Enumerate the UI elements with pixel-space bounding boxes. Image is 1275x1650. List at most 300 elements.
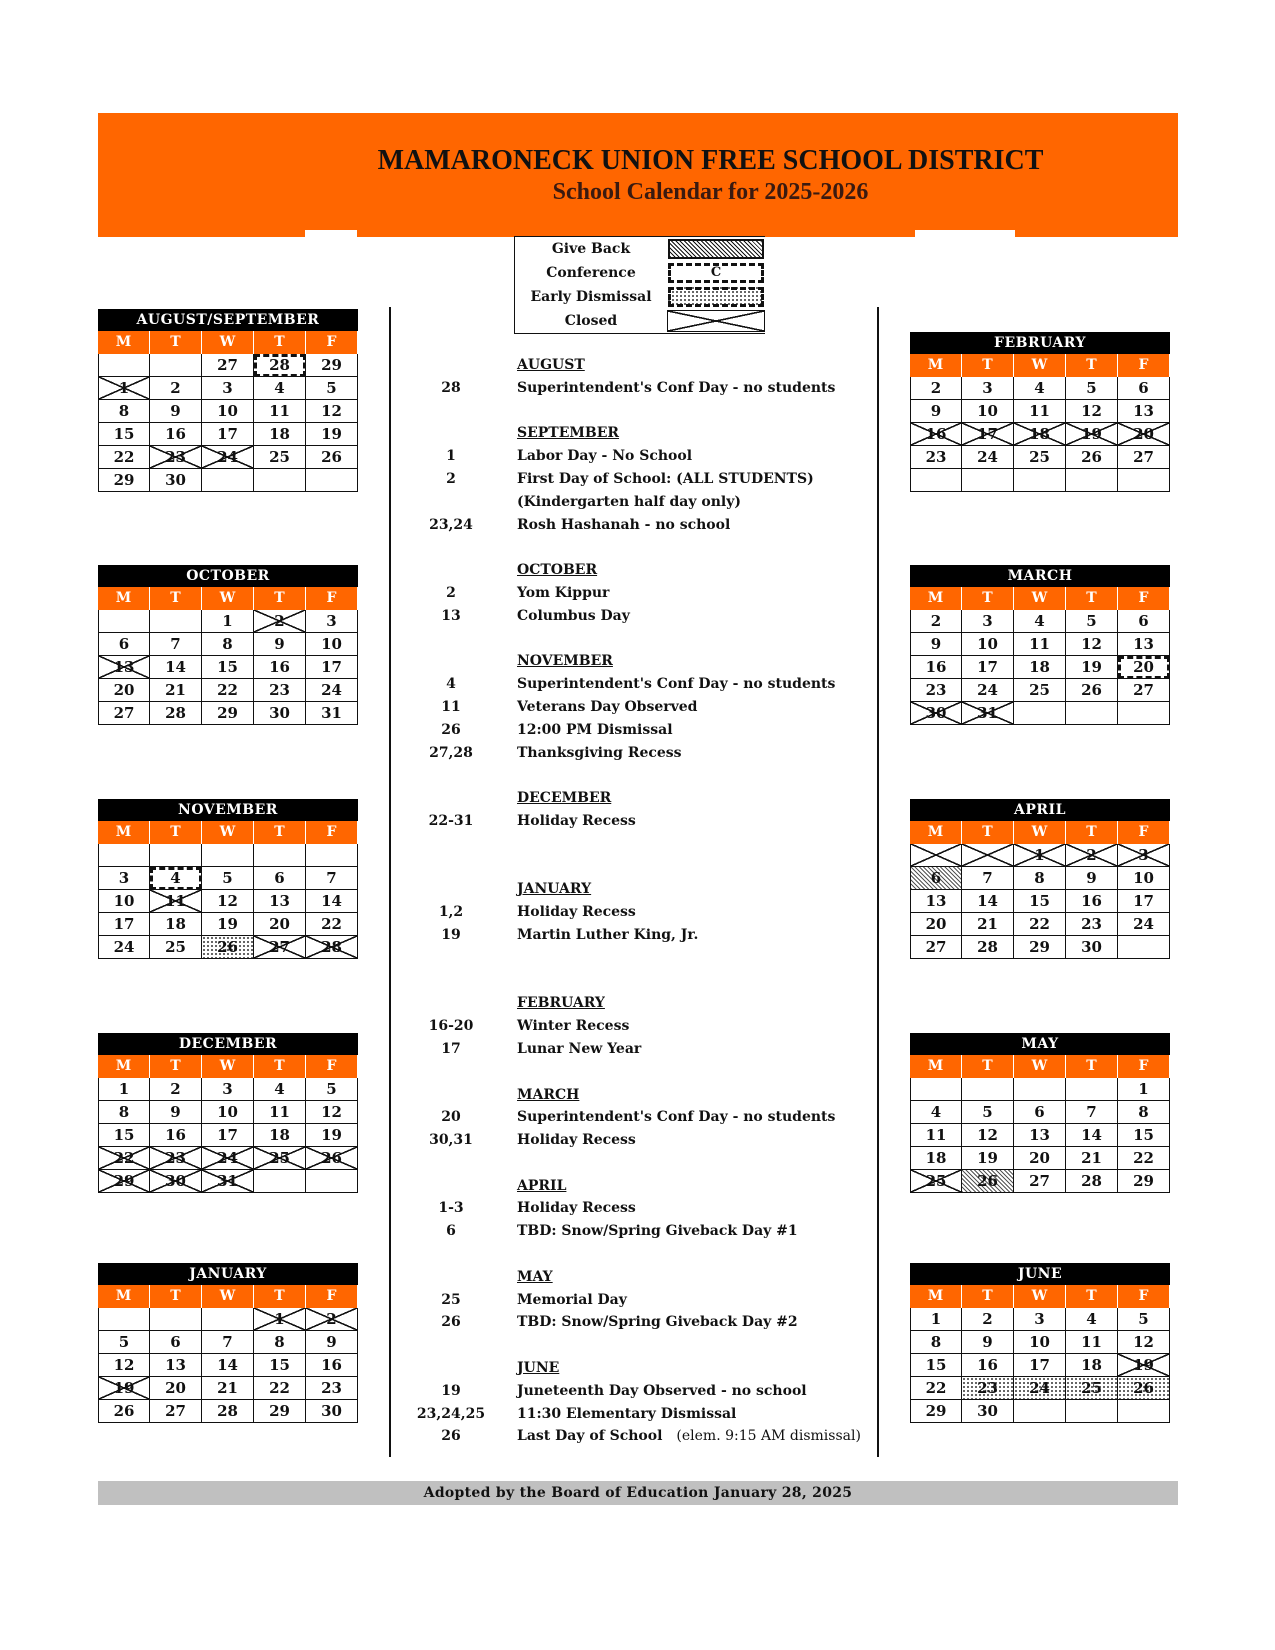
event-label: Superintendent's Conf Day - no students [517, 1109, 836, 1126]
legend-swatch-cell [667, 309, 765, 334]
event-label: Superintendent's Conf Day - no students [517, 379, 836, 396]
event-row [410, 924, 870, 947]
day-cell: 3 [962, 377, 1014, 400]
day-cell [254, 469, 306, 492]
event-text [517, 1403, 736, 1426]
weekday-header: F [1118, 1285, 1170, 1308]
event-text [517, 901, 636, 924]
day-cell: 10 [1014, 1331, 1066, 1354]
day-cell: 3 [202, 377, 254, 400]
day-cell: 16 [150, 423, 202, 446]
weekday-header: M [98, 1055, 150, 1078]
day-cell: 20 [150, 1377, 202, 1400]
weekday-header: F [306, 1055, 358, 1078]
event-label: Memorial Day [517, 1291, 627, 1308]
day-cell: 8 [98, 1101, 150, 1124]
day-cell: 12 [306, 400, 358, 423]
event-month-heading [410, 354, 870, 377]
footer-adopted: Adopted by the Board of Education January 28, 2025 [98, 1481, 1178, 1505]
day-cell: 23 [150, 1147, 202, 1170]
day-cell: 1 [98, 377, 150, 400]
event-row [410, 856, 870, 879]
weekday-header: T [1066, 1285, 1118, 1308]
day-cell: 2 [910, 610, 962, 633]
day-cell: 5 [1066, 610, 1118, 633]
event-row [410, 582, 870, 605]
legend-row [515, 285, 766, 309]
day-cell: 24 [306, 679, 358, 702]
event-text [517, 696, 697, 719]
calendar-grid [910, 354, 1170, 492]
event-text [517, 1220, 798, 1243]
day-cell: 3 [1014, 1308, 1066, 1331]
day-cell: 29 [1014, 936, 1066, 959]
legend-swatch-early [668, 287, 764, 307]
event-label: TBD: Snow/Spring Giveback Day #1 [517, 1223, 798, 1240]
weekday-header: W [202, 821, 254, 844]
weekday-header: T [254, 1285, 306, 1308]
day-cell: 13 [98, 656, 150, 679]
legend-label: Give Back [551, 241, 631, 257]
day-cell: 25 [1014, 446, 1066, 469]
event-text [517, 742, 682, 765]
day-cell: 24 [98, 936, 150, 959]
day-cell: 19 [306, 1124, 358, 1147]
day-cell: 20 [1118, 656, 1170, 679]
day-cell: 24 [962, 446, 1014, 469]
event-label: 12:00 PM Dismissal [517, 721, 673, 738]
weekday-header: M [910, 1055, 962, 1078]
calendar-title: MARCH [910, 565, 1170, 587]
day-cell: 27 [254, 936, 306, 959]
day-cell: 26 [98, 1400, 150, 1423]
weekday-header: T [254, 821, 306, 844]
day-cell: 20 [1118, 423, 1170, 446]
weekday-header: T [962, 587, 1014, 610]
legend-mark: C [710, 265, 722, 280]
day-cell: 9 [1066, 867, 1118, 890]
day-cell: 19 [1118, 1354, 1170, 1377]
day-cell: 22 [306, 913, 358, 936]
event-text [517, 468, 814, 491]
event-month-heading [410, 1175, 870, 1198]
calendar-november [98, 799, 358, 959]
calendar-grid [98, 821, 358, 959]
weekday-header: M [910, 1285, 962, 1308]
day-cell: 14 [962, 890, 1014, 913]
event-date: 22-31 [428, 812, 474, 829]
day-cell: 6 [254, 867, 306, 890]
day-cell [1118, 469, 1170, 492]
day-cell: 29 [1118, 1170, 1170, 1193]
day-cell: 9 [910, 633, 962, 656]
event-row [410, 1152, 870, 1175]
day-cell: 28 [202, 1400, 254, 1423]
day-cell: 28 [1066, 1170, 1118, 1193]
event-text [517, 1084, 579, 1107]
day-cell: 19 [1066, 423, 1118, 446]
day-cell: 1 [910, 1308, 962, 1331]
day-cell [1066, 1400, 1118, 1423]
event-date: 19 [441, 926, 461, 943]
day-cell: 9 [306, 1331, 358, 1354]
day-cell [910, 844, 962, 867]
day-cell: 26 [306, 446, 358, 469]
event-row [410, 833, 870, 856]
day-cell: 17 [962, 656, 1014, 679]
event-text [517, 673, 835, 696]
event-label: Rosh Hashanah - no school [517, 516, 731, 533]
event-text [517, 1311, 798, 1334]
event-date: 1-3 [438, 1200, 464, 1217]
day-cell [202, 1308, 254, 1331]
event-label: Holiday Recess [517, 812, 636, 829]
day-cell: 6 [910, 867, 962, 890]
day-cell [254, 1170, 306, 1193]
day-cell: 18 [1014, 423, 1066, 446]
day-cell: 19 [1066, 656, 1118, 679]
day-cell: 22 [1118, 1147, 1170, 1170]
day-cell: 19 [306, 423, 358, 446]
day-cell: 25 [1066, 1377, 1118, 1400]
day-cell: 11 [1066, 1331, 1118, 1354]
day-cell [306, 1170, 358, 1193]
day-cell [98, 354, 150, 377]
day-cell: 5 [1118, 1308, 1170, 1331]
event-date: 26 [441, 1428, 461, 1445]
day-cell: 23 [254, 679, 306, 702]
calendar-title: JUNE [910, 1263, 1170, 1285]
event-label: MARCH [517, 1086, 580, 1103]
day-cell: 7 [1066, 1101, 1118, 1124]
day-cell: 1 [1014, 844, 1066, 867]
event-month-heading [410, 1084, 870, 1107]
event-row [410, 1289, 870, 1312]
event-label: Labor Day - No School [517, 448, 693, 465]
day-cell: 23 [962, 1377, 1014, 1400]
calendar-may [910, 1033, 1170, 1193]
day-cell: 21 [150, 679, 202, 702]
event-date: 19 [441, 1382, 461, 1399]
legend [514, 236, 765, 334]
event-note: (elem. 9:15 AM dismissal) [676, 1428, 861, 1445]
calendar-title: APRIL [910, 799, 1170, 821]
event-text [517, 1289, 627, 1312]
day-cell: 18 [254, 423, 306, 446]
day-cell [1066, 1078, 1118, 1101]
calendar-grid [98, 1055, 358, 1193]
day-cell: 11 [1014, 400, 1066, 423]
event-label: SEPTEMBER [517, 425, 620, 442]
day-cell: 9 [150, 1101, 202, 1124]
day-cell: 26 [202, 936, 254, 959]
day-cell: 17 [202, 1124, 254, 1147]
event-text [517, 491, 741, 514]
day-cell: 29 [306, 354, 358, 377]
event-date: 27,28 [429, 744, 473, 761]
event-row [410, 445, 870, 468]
weekday-header: M [910, 354, 962, 377]
weekday-header: F [306, 821, 358, 844]
day-cell: 30 [150, 469, 202, 492]
calendar-grid [98, 331, 358, 492]
day-cell: 25 [254, 1147, 306, 1170]
day-cell: 26 [306, 1147, 358, 1170]
day-cell: 9 [962, 1331, 1014, 1354]
event-label: Superintendent's Conf Day - no students [517, 676, 836, 693]
day-cell: 5 [962, 1101, 1014, 1124]
event-row [410, 400, 870, 423]
day-cell: 8 [910, 1331, 962, 1354]
event-row [410, 1038, 870, 1061]
day-cell: 14 [150, 656, 202, 679]
legend-label: Early Dismissal [530, 289, 652, 305]
weekday-header: F [1118, 354, 1170, 377]
event-text [517, 1015, 629, 1038]
day-cell: 3 [202, 1078, 254, 1101]
day-cell [962, 469, 1014, 492]
event-row [410, 1403, 870, 1426]
day-cell: 27 [150, 1400, 202, 1423]
day-cell: 18 [910, 1147, 962, 1170]
calendar-grid [910, 821, 1170, 959]
weekday-header: F [306, 1285, 358, 1308]
weekday-header: M [98, 587, 150, 610]
day-cell: 26 [962, 1170, 1014, 1193]
event-date: 1,2 [438, 904, 464, 921]
calendar-april [910, 799, 1170, 959]
weekday-header: T [254, 331, 306, 354]
weekday-header: M [98, 821, 150, 844]
event-text [517, 1106, 835, 1129]
event-text [517, 582, 609, 605]
weekday-header: T [150, 587, 202, 610]
weekday-header: W [1014, 821, 1066, 844]
day-cell: 8 [202, 633, 254, 656]
event-date: 20 [441, 1109, 461, 1126]
day-cell: 2 [306, 1308, 358, 1331]
event-month-heading [410, 422, 870, 445]
weekday-header: T [1066, 587, 1118, 610]
event-label: MAY [517, 1268, 553, 1285]
day-cell [98, 1308, 150, 1331]
day-cell [910, 469, 962, 492]
weekday-header: F [1118, 587, 1170, 610]
event-row [410, 377, 870, 400]
day-cell [1014, 1078, 1066, 1101]
day-cell: 5 [98, 1331, 150, 1354]
event-label: TBD: Snow/Spring Giveback Day #2 [517, 1314, 798, 1331]
weekday-header: T [150, 1285, 202, 1308]
day-cell: 11 [254, 400, 306, 423]
event-label: Veterans Day Observed [517, 698, 698, 715]
event-date: 28 [441, 379, 461, 396]
weekday-header: T [150, 821, 202, 844]
day-cell [962, 1078, 1014, 1101]
day-cell: 12 [306, 1101, 358, 1124]
event-label: OCTOBER [517, 562, 598, 579]
day-cell: 15 [1118, 1124, 1170, 1147]
event-text [517, 1197, 636, 1220]
event-label: Holiday Recess [517, 1132, 636, 1149]
day-cell: 8 [1014, 867, 1066, 890]
day-cell: 30 [254, 702, 306, 725]
weekday-header: F [1118, 821, 1170, 844]
event-month-heading [410, 992, 870, 1015]
day-cell: 30 [306, 1400, 358, 1423]
weekday-header: T [150, 331, 202, 354]
event-row [410, 536, 870, 559]
day-cell: 16 [150, 1124, 202, 1147]
day-cell: 2 [150, 1078, 202, 1101]
event-date: 13 [441, 607, 461, 624]
calendar-december [98, 1033, 358, 1193]
day-cell: 29 [910, 1400, 962, 1423]
day-cell: 1 [98, 1078, 150, 1101]
day-cell: 25 [254, 446, 306, 469]
day-cell [98, 844, 150, 867]
event-row [410, 970, 870, 993]
day-cell: 28 [962, 936, 1014, 959]
day-cell [1118, 1400, 1170, 1423]
calendar-grid [98, 1285, 358, 1423]
day-cell: 9 [910, 400, 962, 423]
header-notch [305, 230, 357, 238]
weekday-header: T [254, 587, 306, 610]
event-label: Yom Kippur [517, 584, 610, 601]
event-date: 23,24,25 [416, 1405, 486, 1422]
day-cell: 22 [98, 446, 150, 469]
event-label: NOVEMBER [517, 653, 613, 670]
calendar-march [910, 565, 1170, 725]
day-cell: 1 [1118, 1078, 1170, 1101]
event-text [517, 354, 585, 377]
day-cell: 23 [910, 446, 962, 469]
day-cell: 13 [1014, 1124, 1066, 1147]
day-cell: 17 [202, 423, 254, 446]
event-text [517, 377, 835, 400]
day-cell: 31 [202, 1170, 254, 1193]
day-cell: 3 [1118, 844, 1170, 867]
legend-swatch-cell [667, 237, 765, 262]
day-cell: 25 [910, 1170, 962, 1193]
day-cell: 25 [1014, 679, 1066, 702]
weekday-header: F [1118, 1055, 1170, 1078]
weekday-header: T [1066, 821, 1118, 844]
event-text [517, 719, 673, 742]
weekday-header: F [306, 587, 358, 610]
events-list [410, 354, 870, 1448]
event-row [410, 605, 870, 628]
event-row [410, 719, 870, 742]
weekday-header: W [202, 331, 254, 354]
event-label: AUGUST [517, 357, 585, 373]
day-cell: 24 [1118, 913, 1170, 936]
day-cell: 6 [1014, 1101, 1066, 1124]
event-month-heading [410, 1357, 870, 1380]
day-cell: 23 [150, 446, 202, 469]
legend-swatch-cell [667, 261, 765, 285]
page-subtitle: School Calendar for 2025-2026 [552, 179, 869, 205]
day-cell: 3 [306, 610, 358, 633]
day-cell: 3 [962, 610, 1014, 633]
event-label: Holiday Recess [517, 1200, 636, 1217]
event-row [410, 1015, 870, 1038]
header-banner [98, 113, 1178, 237]
day-cell: 13 [1118, 633, 1170, 656]
event-date: 23,24 [429, 516, 473, 533]
day-cell: 2 [150, 377, 202, 400]
day-cell: 5 [1066, 377, 1118, 400]
event-row [410, 1380, 870, 1403]
day-cell: 6 [1118, 610, 1170, 633]
legend-row [515, 261, 766, 285]
event-label: Columbus Day [517, 607, 630, 624]
event-text [517, 992, 605, 1015]
event-row [410, 1311, 870, 1334]
day-cell: 6 [1118, 377, 1170, 400]
weekday-header: T [1066, 354, 1118, 377]
event-label: Juneteenth Day Observed - no school [517, 1382, 807, 1399]
day-cell [962, 844, 1014, 867]
day-cell: 24 [1014, 1377, 1066, 1400]
legend-row [515, 309, 766, 334]
day-cell: 12 [1066, 633, 1118, 656]
day-cell [1066, 469, 1118, 492]
day-cell: 8 [1118, 1101, 1170, 1124]
event-label: Last Day of School [517, 1428, 663, 1445]
weekday-header: T [962, 354, 1014, 377]
day-cell: 29 [202, 702, 254, 725]
event-text [517, 1175, 566, 1198]
day-cell: 24 [962, 679, 1014, 702]
day-cell: 12 [98, 1354, 150, 1377]
calendar-grid [910, 1285, 1170, 1423]
day-cell [910, 1078, 962, 1101]
day-cell: 21 [202, 1377, 254, 1400]
day-cell: 30 [1066, 936, 1118, 959]
event-text [517, 924, 698, 947]
event-label: Martin Luther King, Jr. [517, 926, 699, 943]
event-label: Thanksgiving Recess [517, 744, 682, 761]
event-month-heading [410, 1266, 870, 1289]
calendar-august-september [98, 309, 358, 492]
day-cell: 7 [202, 1331, 254, 1354]
weekday-header: T [962, 821, 1014, 844]
day-cell: 22 [202, 679, 254, 702]
day-cell: 15 [98, 1124, 150, 1147]
day-cell: 5 [306, 377, 358, 400]
event-text [517, 787, 611, 810]
event-label: APRIL [517, 1177, 567, 1194]
calendar-title: NOVEMBER [98, 799, 358, 821]
weekday-header: T [254, 1055, 306, 1078]
calendar-january [98, 1263, 358, 1423]
weekday-header: W [1014, 587, 1066, 610]
weekday-header: T [1066, 1055, 1118, 1078]
day-cell [202, 844, 254, 867]
day-cell: 26 [1066, 446, 1118, 469]
day-cell [150, 1308, 202, 1331]
day-cell: 19 [962, 1147, 1014, 1170]
legend-label: Closed [564, 313, 618, 329]
day-cell: 13 [1118, 400, 1170, 423]
day-cell: 4 [254, 1078, 306, 1101]
day-cell: 12 [1118, 1331, 1170, 1354]
event-date: 16-20 [428, 1018, 474, 1035]
event-label: JANUARY [517, 881, 592, 898]
day-cell: 23 [1066, 913, 1118, 936]
